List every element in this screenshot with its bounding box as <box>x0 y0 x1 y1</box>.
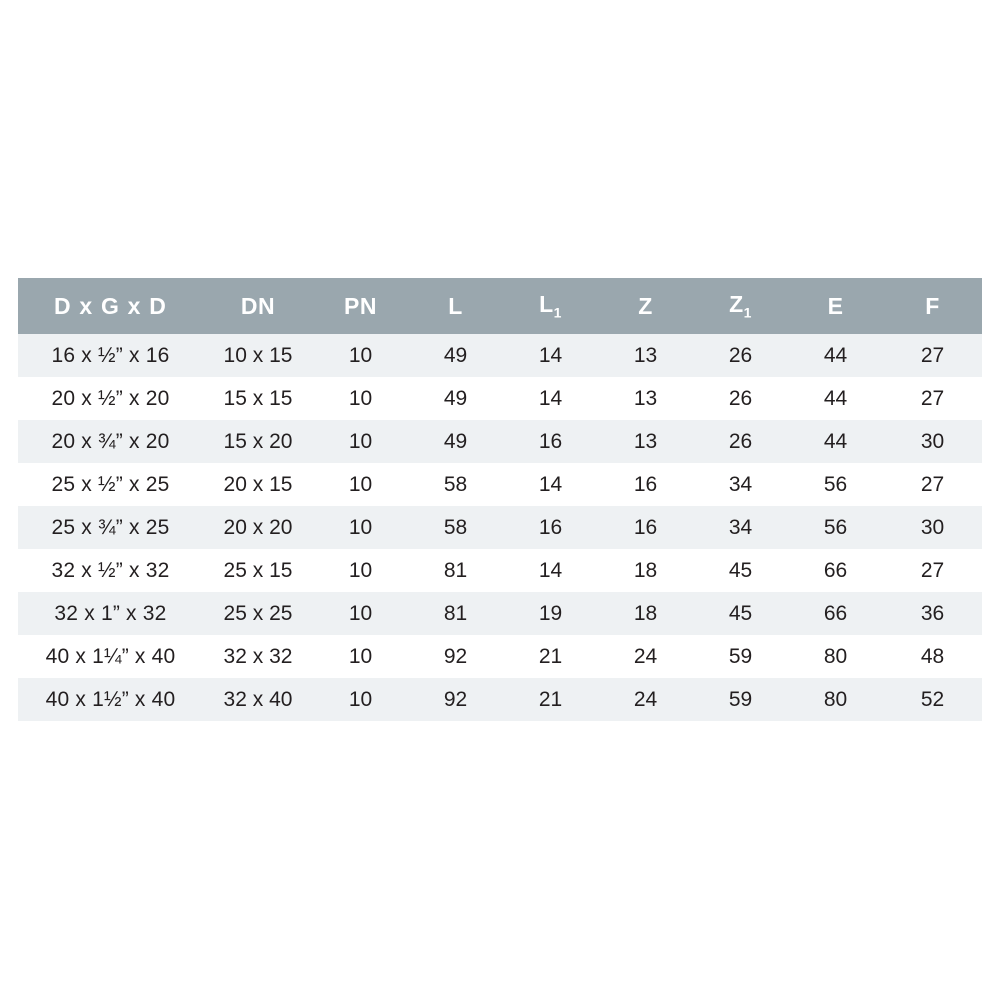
cell-dimensions: 40 x 1¼” x 40 <box>18 635 203 678</box>
cell-z1: 45 <box>693 592 788 635</box>
table-row <box>18 635 982 678</box>
cell-pn: 10 <box>313 635 408 678</box>
column-header-label: PN <box>344 292 377 319</box>
cell-z: 13 <box>598 334 693 377</box>
table-row <box>18 549 982 592</box>
cell-l1: 16 <box>503 506 598 549</box>
cell-f: 30 <box>883 506 982 549</box>
cell-l1: 14 <box>503 549 598 592</box>
cell-z1: 34 <box>693 506 788 549</box>
cell-z: 24 <box>598 678 693 721</box>
cell-dn: 20 x 15 <box>203 463 313 506</box>
cell-z: 24 <box>598 635 693 678</box>
cell-dn: 10 x 15 <box>203 334 313 377</box>
cell-e: 44 <box>788 334 883 377</box>
cell-z1: 59 <box>693 678 788 721</box>
cell-z: 18 <box>598 549 693 592</box>
cell-l: 58 <box>408 463 503 506</box>
cell-e: 66 <box>788 592 883 635</box>
column-header-f <box>883 278 982 334</box>
cell-z: 18 <box>598 592 693 635</box>
cell-dimensions: 32 x ½” x 32 <box>18 549 203 592</box>
cell-dimensions: 40 x 1½” x 40 <box>18 678 203 721</box>
cell-z: 13 <box>598 420 693 463</box>
column-header-subscript: 1 <box>743 304 752 321</box>
cell-z1: 34 <box>693 463 788 506</box>
cell-f: 52 <box>883 678 982 721</box>
cell-l1: 14 <box>503 377 598 420</box>
cell-f: 30 <box>883 420 982 463</box>
column-header-label: Z <box>638 292 653 319</box>
cell-pn: 10 <box>313 420 408 463</box>
column-header-label: F <box>925 292 940 319</box>
table-row <box>18 506 982 549</box>
column-header-l <box>408 278 503 334</box>
cell-dimensions: 32 x 1” x 32 <box>18 592 203 635</box>
cell-l: 58 <box>408 506 503 549</box>
cell-l1: 19 <box>503 592 598 635</box>
table-row <box>18 420 982 463</box>
table-row <box>18 678 982 721</box>
cell-l1: 21 <box>503 635 598 678</box>
column-header-z <box>598 278 693 334</box>
column-header-label: DN <box>240 292 276 319</box>
cell-pn: 10 <box>313 678 408 721</box>
cell-dimensions: 16 x ½” x 16 <box>18 334 203 377</box>
cell-e: 80 <box>788 678 883 721</box>
table-row <box>18 334 982 377</box>
dimension-table <box>18 278 982 721</box>
cell-dn: 15 x 15 <box>203 377 313 420</box>
cell-z1: 45 <box>693 549 788 592</box>
column-header-pn <box>313 278 408 334</box>
cell-e: 66 <box>788 549 883 592</box>
cell-l: 49 <box>408 334 503 377</box>
cell-e: 44 <box>788 420 883 463</box>
cell-pn: 10 <box>313 506 408 549</box>
cell-z: 16 <box>598 463 693 506</box>
cell-z1: 26 <box>693 334 788 377</box>
cell-z: 13 <box>598 377 693 420</box>
cell-f: 27 <box>883 377 982 420</box>
cell-dn: 15 x 20 <box>203 420 313 463</box>
cell-dimensions: 25 x ¾” x 25 <box>18 506 203 549</box>
column-header-l1 <box>503 278 598 334</box>
column-header-label: Z <box>729 291 744 318</box>
cell-f: 27 <box>883 549 982 592</box>
cell-dn: 32 x 40 <box>203 678 313 721</box>
cell-dn: 32 x 32 <box>203 635 313 678</box>
cell-dn: 20 x 20 <box>203 506 313 549</box>
table-row <box>18 592 982 635</box>
cell-l1: 21 <box>503 678 598 721</box>
cell-pn: 10 <box>313 463 408 506</box>
cell-dimensions: 25 x ½” x 25 <box>18 463 203 506</box>
cell-e: 56 <box>788 506 883 549</box>
column-header-dn <box>203 278 313 334</box>
cell-l1: 14 <box>503 463 598 506</box>
column-header-e <box>788 278 883 334</box>
dimension-table-container <box>18 278 982 721</box>
cell-l: 92 <box>408 635 503 678</box>
cell-e: 44 <box>788 377 883 420</box>
cell-l: 81 <box>408 592 503 635</box>
table-row <box>18 377 982 420</box>
cell-e: 80 <box>788 635 883 678</box>
cell-l1: 16 <box>503 420 598 463</box>
cell-pn: 10 <box>313 334 408 377</box>
cell-pn: 10 <box>313 549 408 592</box>
cell-pn: 10 <box>313 592 408 635</box>
cell-z1: 26 <box>693 420 788 463</box>
cell-f: 36 <box>883 592 982 635</box>
cell-l: 92 <box>408 678 503 721</box>
column-header-label: E <box>827 292 844 319</box>
column-header-dimensions <box>18 278 203 334</box>
cell-z: 16 <box>598 506 693 549</box>
cell-z1: 26 <box>693 377 788 420</box>
cell-l: 49 <box>408 377 503 420</box>
column-header-label: L <box>448 292 463 319</box>
cell-e: 56 <box>788 463 883 506</box>
cell-l: 81 <box>408 549 503 592</box>
cell-dn: 25 x 25 <box>203 592 313 635</box>
column-header-z1 <box>693 278 788 334</box>
cell-f: 48 <box>883 635 982 678</box>
cell-f: 27 <box>883 463 982 506</box>
cell-l1: 14 <box>503 334 598 377</box>
table-header <box>18 278 982 334</box>
column-header-label: D x G x D <box>53 292 168 319</box>
column-header-label: L <box>539 291 554 318</box>
column-header-subscript: 1 <box>553 304 562 321</box>
cell-dimensions: 20 x ½” x 20 <box>18 377 203 420</box>
table-body <box>18 334 982 721</box>
cell-f: 27 <box>883 334 982 377</box>
cell-pn: 10 <box>313 377 408 420</box>
cell-l: 49 <box>408 420 503 463</box>
table-header-row <box>18 278 982 334</box>
cell-z1: 59 <box>693 635 788 678</box>
cell-dn: 25 x 15 <box>203 549 313 592</box>
table-row <box>18 463 982 506</box>
cell-dimensions: 20 x ¾” x 20 <box>18 420 203 463</box>
